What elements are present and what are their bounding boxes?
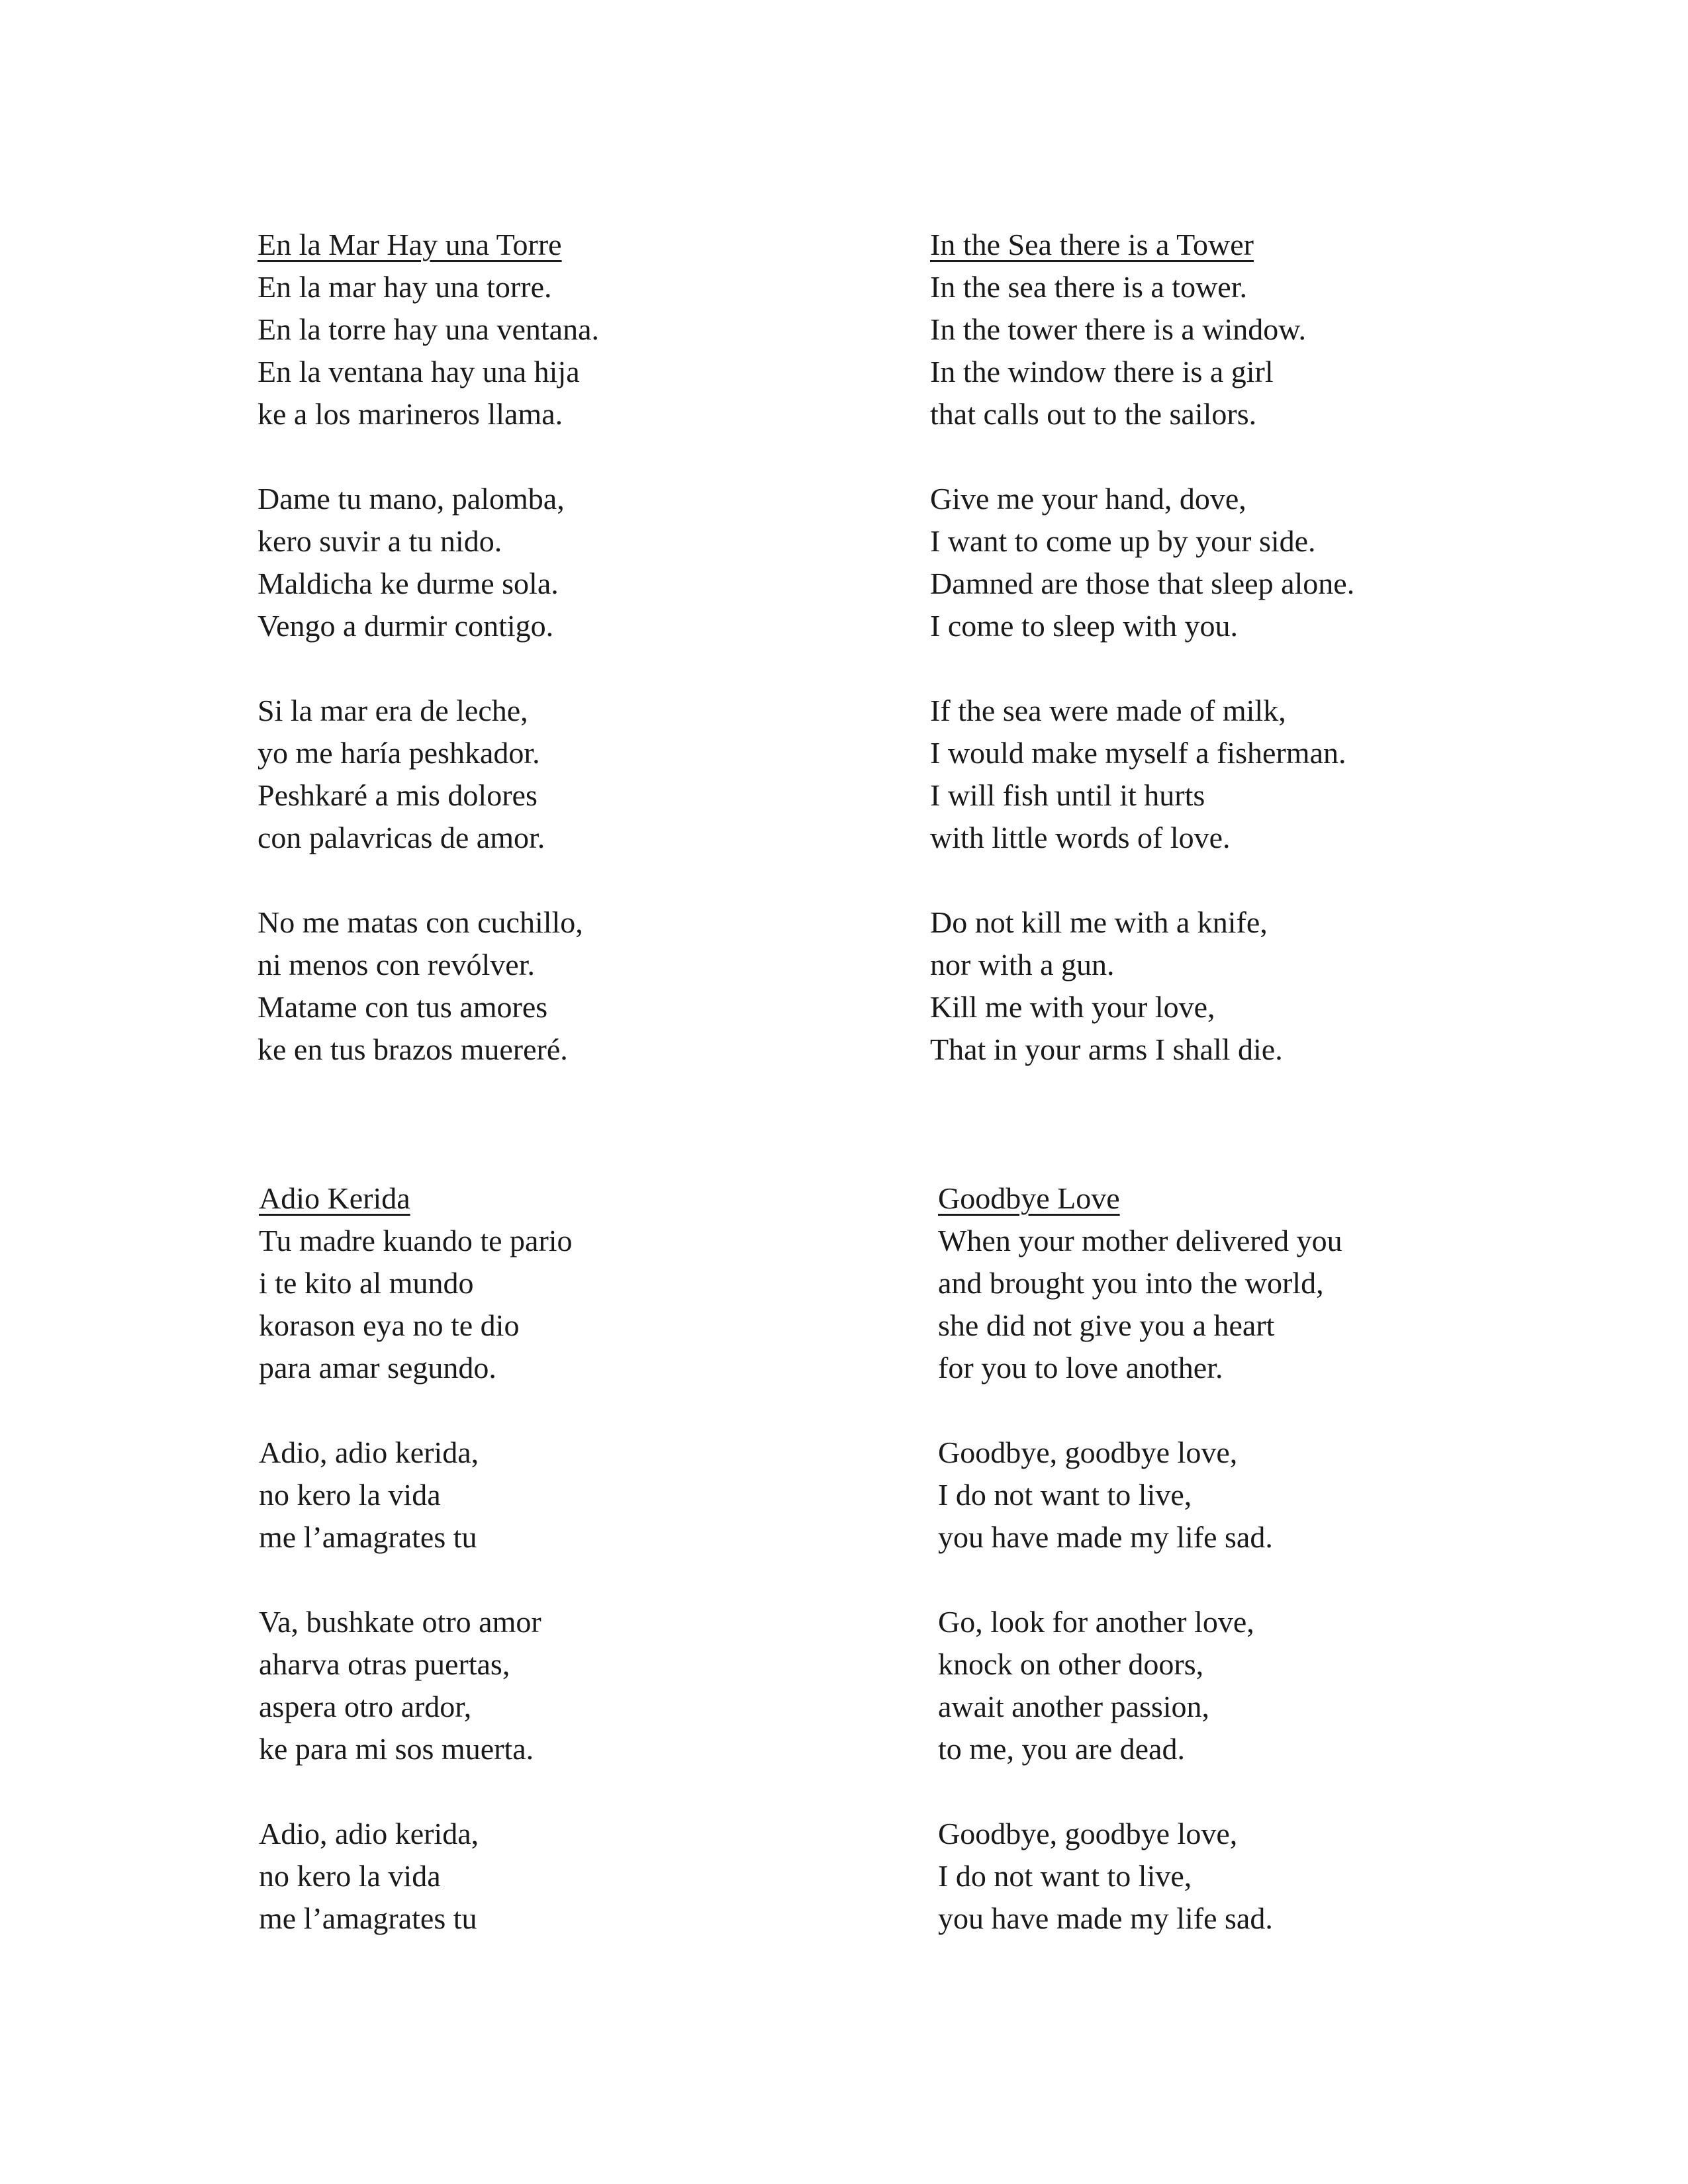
poem-line: con palavricas de amor. xyxy=(258,821,545,854)
poem-line: Vengo a durmir contigo. xyxy=(258,609,554,643)
poem-line: In the window there is a girl xyxy=(930,355,1274,388)
stanza xyxy=(930,266,1526,435)
poem-title: Adio Kerida xyxy=(259,1181,410,1215)
poem-line: you have made my life sad. xyxy=(938,1520,1273,1554)
poem-line: Peshkaré a mis dolores xyxy=(258,778,538,812)
stanza xyxy=(938,1432,1534,1559)
stanza xyxy=(258,690,853,859)
poem-line: yo me haría peshkador. xyxy=(258,736,540,770)
stanza xyxy=(259,1813,855,1940)
poem-line: Va, bushkate otro amor xyxy=(259,1605,541,1639)
poem-line: Si la mar era de leche, xyxy=(258,694,528,727)
poem-line: Tu madre kuando te pario xyxy=(259,1224,573,1257)
poem-line: ni menos con revólver. xyxy=(258,948,536,981)
stanza xyxy=(258,266,853,435)
poem-line: Damned are those that sleep alone. xyxy=(930,567,1355,600)
poem-line: and brought you into the world, xyxy=(938,1266,1324,1300)
poem-line: I will fish until it hurts xyxy=(930,778,1205,812)
poem-line: When your mother delivered you xyxy=(938,1224,1342,1257)
poem-line: Do not kill me with a knife, xyxy=(930,905,1268,939)
stanza xyxy=(258,901,853,1071)
poem-line: Goodbye, goodbye love, xyxy=(938,1817,1238,1850)
stanza xyxy=(930,901,1526,1071)
poem-line: If the sea were made of milk, xyxy=(930,694,1286,727)
poem-en-la-mar xyxy=(258,224,853,1071)
stanza xyxy=(259,1432,855,1559)
poem-line: Matame con tus amores xyxy=(258,990,548,1024)
poem-line: ke para mi sos muerta. xyxy=(259,1732,534,1766)
poem-line: aharva otras puertas, xyxy=(259,1647,510,1681)
poem-line: En la mar hay una torre. xyxy=(258,270,552,304)
stanza xyxy=(938,1601,1534,1770)
poem-line: In the tower there is a window. xyxy=(930,312,1307,346)
poem-line: Maldicha ke durme sola. xyxy=(258,567,559,600)
poem-line: you have made my life sad. xyxy=(938,1901,1273,1935)
poem-line: No me matas con cuchillo, xyxy=(258,905,583,939)
stanza xyxy=(259,1601,855,1770)
stanza xyxy=(938,1813,1534,1940)
poem-line: that calls out to the sailors. xyxy=(930,397,1257,431)
poem-line: Go, look for another love, xyxy=(938,1605,1254,1639)
poem-line: with little words of love. xyxy=(930,821,1231,854)
poem-line: That in your arms I shall die. xyxy=(930,1032,1283,1066)
poem-line: for you to love another. xyxy=(938,1351,1223,1385)
poem-line: I would make myself a fisherman. xyxy=(930,736,1346,770)
poem-line: i te kito al mundo xyxy=(259,1266,474,1300)
poem-line: En la torre hay una ventana. xyxy=(258,312,599,346)
poem-title: En la Mar Hay una Torre xyxy=(258,228,562,261)
poem-title: In the Sea there is a Tower xyxy=(930,228,1254,261)
stanza xyxy=(258,478,853,647)
poem-line: knock on other doors, xyxy=(938,1647,1204,1681)
poem-line: no kero la vida xyxy=(259,1478,441,1512)
poem-line: ke a los marineros llama. xyxy=(258,397,563,431)
stanza xyxy=(930,478,1526,647)
poem-line: I do not want to live, xyxy=(938,1478,1192,1512)
poem-line: await another passion, xyxy=(938,1690,1210,1723)
poem-line: I do not want to live, xyxy=(938,1859,1192,1893)
poem-line: Give me your hand, dove, xyxy=(930,482,1246,516)
poem-line: she did not give you a heart xyxy=(938,1308,1275,1342)
poem-line: me l’amagrates tu xyxy=(259,1901,477,1935)
poem-line: nor with a gun. xyxy=(930,948,1115,981)
poem-adio-kerida xyxy=(259,1177,855,1940)
poem-line: Adio, adio kerida, xyxy=(259,1817,479,1850)
poem-line: Kill me with your love, xyxy=(930,990,1215,1024)
poem-line: In the sea there is a tower. xyxy=(930,270,1247,304)
stanza xyxy=(930,690,1526,859)
poem-line: kero suvir a tu nido. xyxy=(258,524,502,558)
stanza xyxy=(938,1220,1534,1389)
poem-line: para amar segundo. xyxy=(259,1351,496,1385)
poem-line: me l’amagrates tu xyxy=(259,1520,477,1554)
poem-line: Goodbye, goodbye love, xyxy=(938,1435,1238,1469)
poem-line: korason eya no te dio xyxy=(259,1308,520,1342)
poem-goodbye-love xyxy=(938,1177,1534,1940)
poem-line: to me, you are dead. xyxy=(938,1732,1185,1766)
poem-line: aspera otro ardor, xyxy=(259,1690,472,1723)
poem-line: ke en tus brazos muereré. xyxy=(258,1032,568,1066)
poem-line: Dame tu mano, palomba, xyxy=(258,482,565,516)
stanza xyxy=(259,1220,855,1389)
poem-in-the-sea xyxy=(930,224,1526,1071)
poem-line: Adio, adio kerida, xyxy=(259,1435,479,1469)
poem-title: Goodbye Love xyxy=(938,1181,1120,1215)
poem-line: I want to come up by your side. xyxy=(930,524,1316,558)
poem-line: I come to sleep with you. xyxy=(930,609,1239,643)
poem-line: En la ventana hay una hija xyxy=(258,355,580,388)
poem-line: no kero la vida xyxy=(259,1859,441,1893)
